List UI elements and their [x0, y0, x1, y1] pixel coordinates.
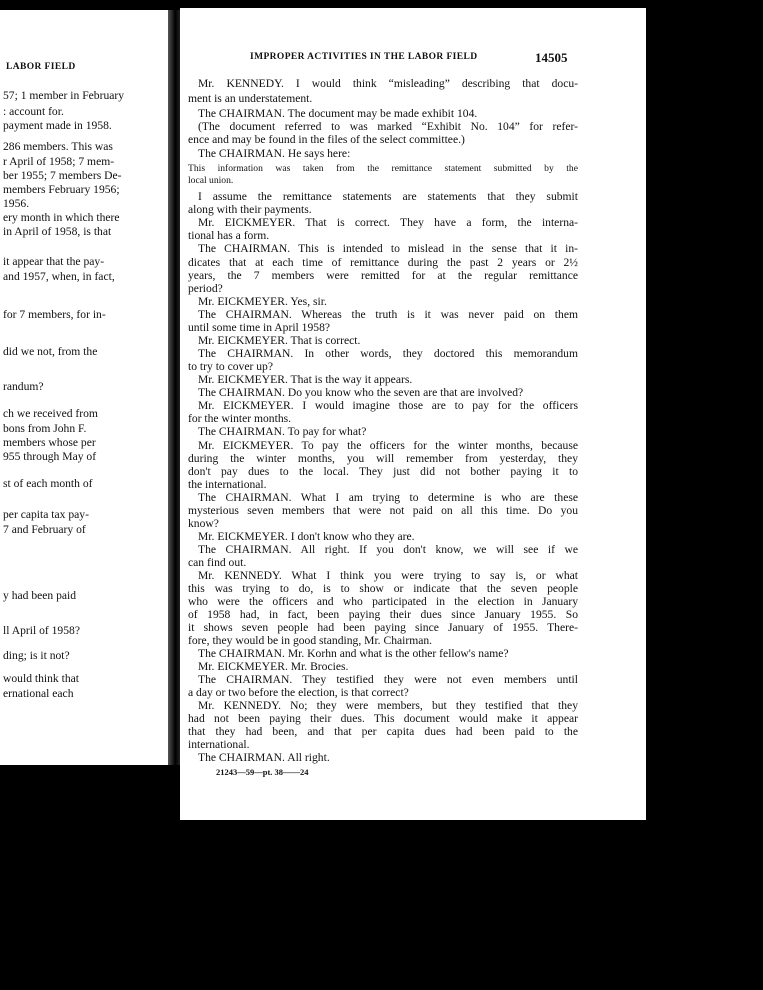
transcript-line: Mr. EICKMEYER. Yes, sir.	[198, 295, 327, 308]
transcript-line: mysterious seven members that were not paid on all this time. Do you	[188, 504, 578, 517]
transcript-line: The CHAIRMAN. All right. If you don't know, we will see if we	[198, 543, 578, 556]
transcript-line: The CHAIRMAN. They testified they were not even members until	[198, 673, 578, 686]
left-page-line: ch we received from	[3, 407, 98, 420]
left-page-line: for 7 members, for in-	[3, 308, 106, 321]
transcript-line: fore, they would be in good standing, Mr. Chairman.	[188, 634, 433, 647]
transcript-line: Mr. EICKMEYER. That is correct. They have a form, the interna-	[198, 216, 578, 229]
transcript-line: tional has a form.	[188, 229, 270, 242]
right-page	[180, 8, 646, 820]
left-page-line: 57; 1 member in February	[3, 89, 125, 102]
transcript-line: a day or two before the election, is that correct?	[188, 686, 409, 699]
transcript-line: The CHAIRMAN. Mr. Korhn and what is the other fellow's name?	[198, 647, 509, 660]
transcript-line: This information was taken from the remittance statement submitted by the	[188, 163, 578, 174]
book-gutter	[168, 10, 180, 765]
transcript-line: period?	[188, 282, 223, 295]
transcript-line: this was trying to do, is to show or indicate that the seven people	[188, 582, 578, 595]
transcript-line: Mr. KENNEDY. No; they were members, but they testified that they	[198, 699, 578, 712]
transcript-line: (The document referred to was marked “Exhibit No. 104” for refer-	[198, 120, 578, 133]
transcript-line: The CHAIRMAN. To pay for what?	[198, 425, 367, 438]
transcript-line: dicates that at each time of remittance during the past 2 years or 2½	[188, 256, 578, 269]
left-page-line: in April of 1958, is that	[3, 225, 112, 238]
transcript-line: international.	[188, 738, 250, 751]
transcript-line: The CHAIRMAN. Whereas the truth is it was never paid on them	[198, 308, 578, 321]
transcript-line: until some time in April 1958?	[188, 321, 331, 334]
transcript-line: Mr. EICKMEYER. Mr. Brocies.	[198, 660, 349, 673]
left-page-line: r April of 1958; 7 mem-	[3, 155, 115, 168]
left-page-line: and 1957, when, in fact,	[3, 270, 115, 283]
left-page-line: payment made in 1958.	[3, 119, 112, 132]
left-page-line: 955 through May of	[3, 450, 97, 463]
left-page-line: bons from John F.	[3, 422, 87, 435]
left-page-line: it appear that the pay-	[3, 255, 105, 268]
transcript-line: Mr. KENNEDY. I would think “misleading” describing that docu-	[198, 77, 578, 90]
left-page-line: ding; is it not?	[3, 649, 70, 662]
left-running-header: LABOR FIELD	[6, 62, 76, 72]
transcript-line: that they had been, and that per capita dues had been paid to the	[188, 725, 578, 738]
left-page-line: 286 members. This was	[3, 140, 113, 153]
left-page-line: y had been paid	[3, 589, 77, 602]
transcript-line: Mr. EICKMEYER. That is correct.	[198, 334, 361, 347]
left-page-line: members whose per	[3, 436, 96, 449]
transcript-line: of 1958 had, in fact, been paying their dues since January 1955. So	[188, 608, 578, 621]
transcript-line: The CHAIRMAN. This is intended to mislead in the sense that it in-	[198, 242, 578, 255]
left-page-line: ll April of 1958?	[3, 624, 80, 637]
transcript-line: during the winter months, you will remember from yesterday, they	[188, 452, 578, 465]
left-page-line: 7 and February of	[3, 523, 86, 536]
transcript-line: The CHAIRMAN. All right.	[198, 751, 330, 764]
transcript-line: ence and may be found in the files of the select committee.)	[188, 133, 465, 146]
left-page-line: did we not, from the	[3, 345, 98, 358]
left-page	[0, 10, 170, 765]
left-page-line: per capita tax pay-	[3, 508, 89, 521]
transcript-line: Mr. EICKMEYER. That is the way it appears.	[198, 373, 413, 386]
transcript-line: local union.	[188, 175, 234, 186]
left-page-line: members February 1956;	[3, 183, 120, 196]
transcript-line: ment is an understatement.	[188, 92, 313, 105]
transcript-line: Mr. EICKMEYER. To pay the officers for the winter months, because	[198, 439, 578, 452]
left-page-line: 1956.	[3, 197, 30, 210]
transcript-line: The CHAIRMAN. Do you know who the seven are that are involved?	[198, 386, 524, 399]
transcript-line: had not been paying their dues. This document would make it appear	[188, 712, 578, 725]
left-page-line: : account for.	[3, 105, 64, 118]
transcript-line: The CHAIRMAN. What I am trying to determine is who are these	[198, 491, 578, 504]
left-page-line: ernational each	[3, 687, 74, 700]
transcript-line: along with their payments.	[188, 203, 312, 216]
transcript-line: it shows seven people had been paying since January of 1955. There-	[188, 621, 578, 634]
transcript-line: Mr. EICKMEYER. I would imagine those are to pay for the officers	[198, 399, 578, 412]
transcript-line: to try to cover up?	[188, 360, 273, 373]
left-page-line: randum?	[3, 380, 44, 393]
transcript-line: don't pay dues to the local. They just did not bother paying it to	[188, 465, 578, 478]
transcript-line: I assume the remittance statements are statements that they submit	[198, 190, 578, 203]
transcript-line: the international.	[188, 478, 267, 491]
page-number: 14505	[535, 50, 568, 65]
transcript-line: The CHAIRMAN. The document may be made exhibit 104.	[198, 107, 478, 120]
transcript-line: know?	[188, 517, 219, 530]
transcript-line: years, the 7 members were remitted for at the regular remittance	[188, 269, 578, 282]
transcript-line: can find out.	[188, 556, 247, 569]
transcript-line: who were the officers and who participated in the election in January	[188, 595, 578, 608]
print-code: 21243—59—pt. 38——24	[216, 767, 309, 777]
running-header: IMPROPER ACTIVITIES IN THE LABOR FIELD	[250, 52, 478, 62]
left-page-line: st of each month of	[3, 477, 93, 490]
transcript-line: for the winter months.	[188, 412, 292, 425]
transcript-line: The CHAIRMAN. In other words, they doctored this memorandum	[198, 347, 578, 360]
left-page-line: ery month in which there	[3, 211, 120, 224]
left-page-line: ber 1955; 7 members De-	[3, 169, 122, 182]
left-page-line: would think that	[3, 672, 79, 685]
transcript-line: The CHAIRMAN. He says here:	[198, 147, 351, 160]
transcript-line: Mr. EICKMEYER. I don't know who they are.	[198, 530, 415, 543]
transcript-line: Mr. KENNEDY. What I think you were trying to say is, or what	[198, 569, 578, 582]
